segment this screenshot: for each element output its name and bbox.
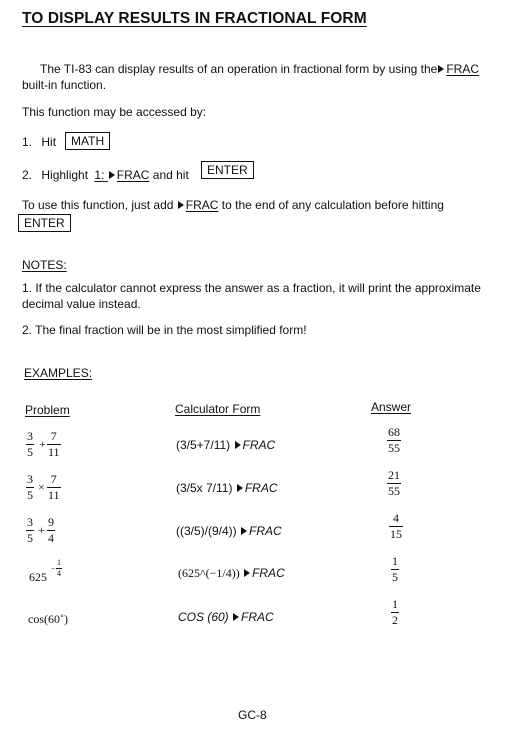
page-title: TO DISPLAY RESULTS IN FRACTIONAL FORM xyxy=(22,10,367,27)
triangle-arrow-icon xyxy=(233,613,239,621)
column-header-answer: Answer xyxy=(371,400,412,414)
calculator-form: (3/5x 7/11) FRAC xyxy=(176,481,278,495)
page-number: GC-8 xyxy=(238,708,267,722)
problem-text: cos(60˚) xyxy=(28,612,68,626)
step-1-text: Hit xyxy=(41,135,57,149)
frac-function-ref: FRAC xyxy=(177,198,219,212)
problem-fraction-b: 7 11 xyxy=(48,472,60,502)
problem-fraction-a: 3 5 xyxy=(27,429,33,459)
problem-fraction-b: 7 11 xyxy=(48,429,60,459)
problem-exponent: 1 4 xyxy=(57,558,61,578)
use-line: To use this function, just add FRAC to the end of any calculation before hitting xyxy=(22,198,444,212)
calculator-form: (625^(−1/4)) FRAC xyxy=(178,566,285,580)
enter-key: ENTER xyxy=(201,161,254,179)
problem-fraction-a: 3 5 xyxy=(27,472,33,502)
calculator-form: ((3/5)/(9/4)) FRAC xyxy=(176,524,282,538)
intro-line-1 xyxy=(40,62,479,76)
step-2-text-2: and hit xyxy=(152,168,189,182)
column-header-problem: Problem xyxy=(25,403,70,417)
triangle-arrow-icon xyxy=(235,441,241,449)
step-2-number: 2. xyxy=(22,168,33,182)
step-1 xyxy=(22,135,56,149)
access-line: This function may be accessed by: xyxy=(22,105,207,119)
answer-fraction: 68 55 xyxy=(388,425,400,455)
calculator-form: (3/5+7/11) FRAC xyxy=(176,438,276,452)
problem-fraction-b: 9 4 xyxy=(48,515,54,545)
answer-fraction: 21 55 xyxy=(388,468,400,498)
triangle-arrow-icon xyxy=(241,527,247,535)
triangle-arrow-icon xyxy=(178,201,184,209)
answer-fraction: 4 15 xyxy=(390,511,402,541)
enter-key-2: ENTER xyxy=(18,214,71,232)
note-2: 2. The final fraction will be in the most simplified form! xyxy=(22,323,307,337)
triangle-arrow-icon xyxy=(438,65,444,73)
intro-line-2: built-in function. xyxy=(22,78,107,92)
triangle-arrow-icon xyxy=(244,569,250,577)
triangle-arrow-icon xyxy=(237,484,243,492)
answer-fraction: 1 5 xyxy=(392,554,398,584)
problem-base: 625 xyxy=(29,570,47,584)
step-2-menu-item: 1: FRAC xyxy=(94,168,150,182)
problem-operator: + xyxy=(39,437,46,451)
calculator-form: COS (60) FRAC xyxy=(178,610,274,624)
step-2-text: Highlight xyxy=(41,168,89,182)
problem-fraction-a: 3 5 xyxy=(27,515,33,545)
step-2 xyxy=(22,168,189,182)
problem-operator: × xyxy=(38,480,45,494)
note-1-line-2: decimal value instead. xyxy=(22,297,141,311)
note-1-line-1: 1. If the calculator cannot express the answer as a fraction, it will print the approximate xyxy=(22,281,481,295)
examples-heading: EXAMPLES: xyxy=(24,366,93,380)
problem-exponent-sign: − xyxy=(51,564,56,573)
frac-function-ref: FRAC xyxy=(437,62,479,76)
math-key: MATH xyxy=(65,132,110,150)
step-1-number: 1. xyxy=(22,135,33,149)
triangle-arrow-icon xyxy=(109,171,115,179)
answer-fraction: 1 2 xyxy=(392,597,398,627)
column-header-calculator-form: Calculator Form xyxy=(175,402,261,416)
intro-text: The TI-83 can display results of an operation in fractional form by using the xyxy=(40,62,438,76)
problem-operator: + xyxy=(38,523,45,537)
notes-heading: NOTES: xyxy=(22,258,67,272)
